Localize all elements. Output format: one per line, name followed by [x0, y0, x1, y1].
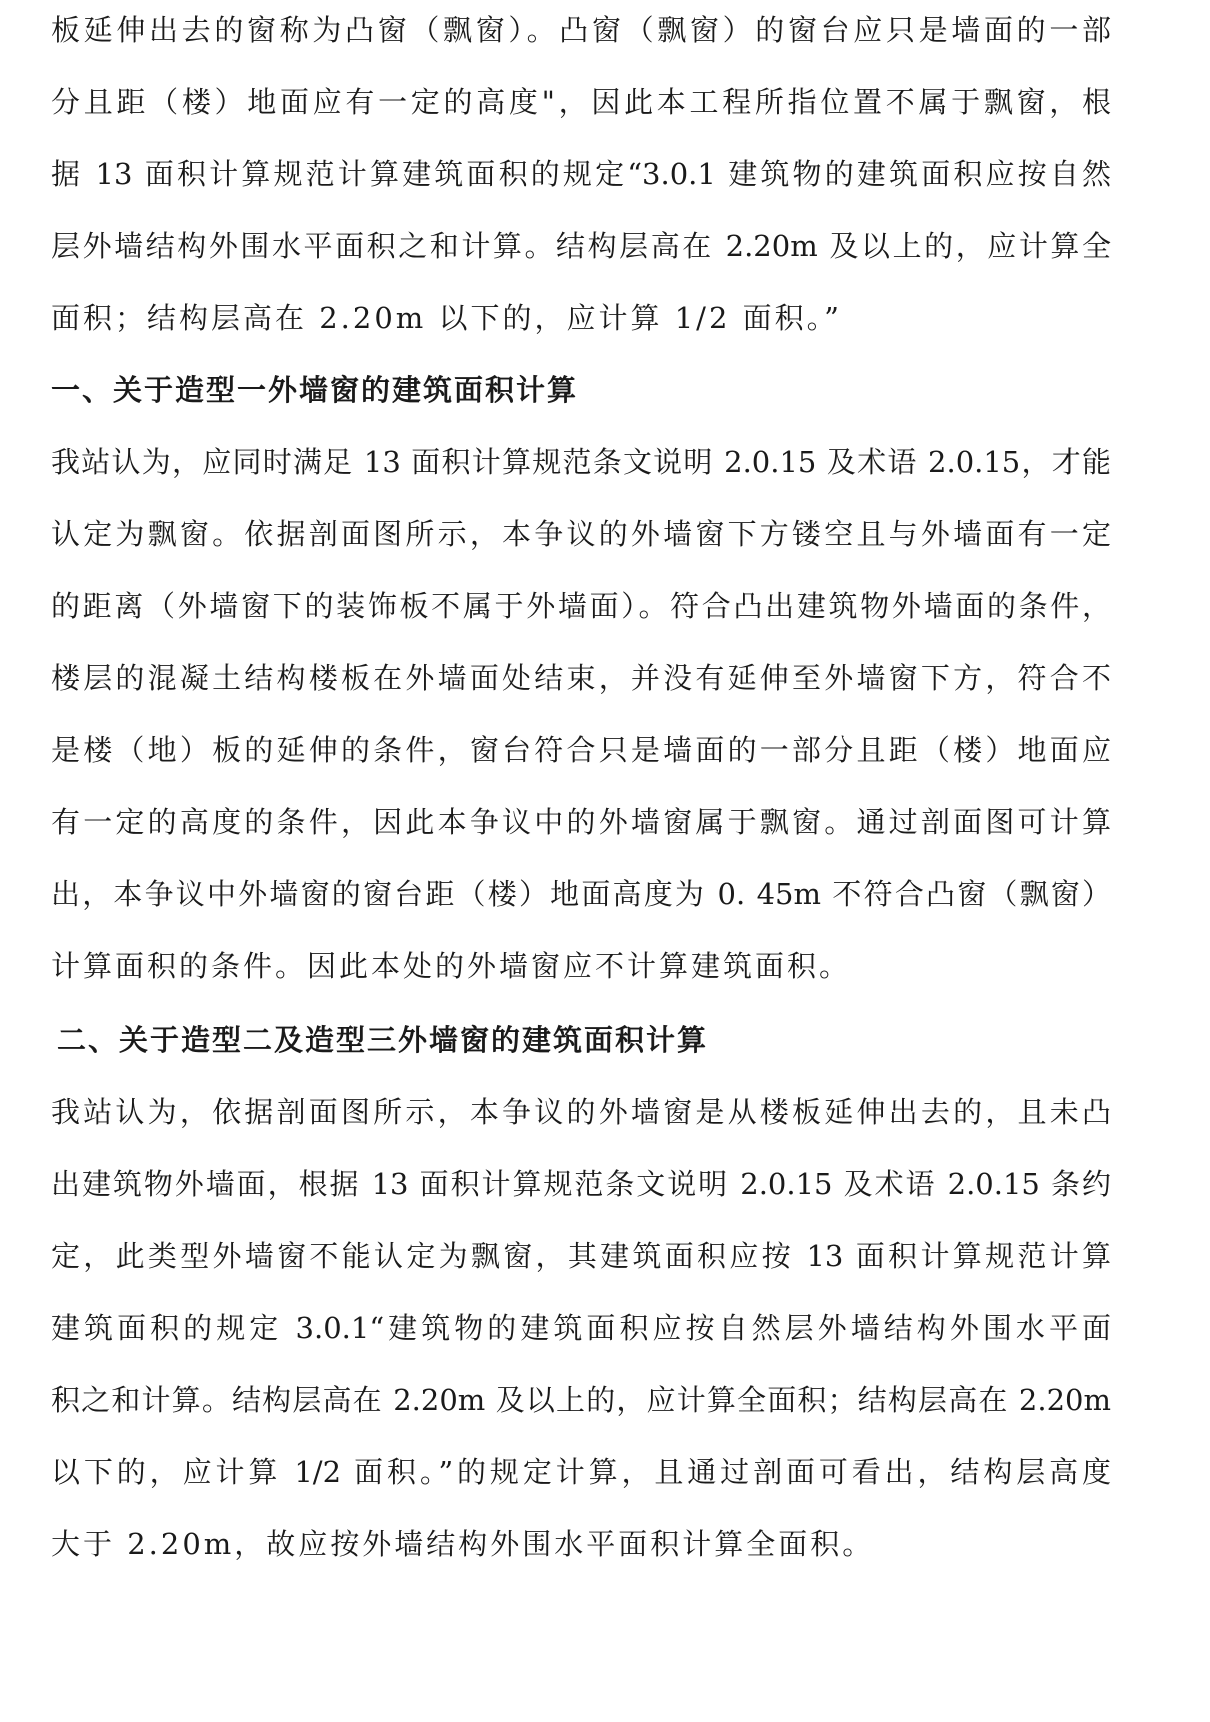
section-heading-1: 一、关于造型一外墙窗的建筑面积计算: [51, 373, 579, 407]
paragraph-line: 是楼（地）板的延伸的条件，窗台符合只是墙面的一部分且距（楼）地面应: [51, 733, 1111, 767]
paragraph-line: 的距离（外墙窗下的装饰板不属于外墙面）。符合凸出建筑物外墙面的条件，: [51, 589, 1111, 623]
paragraph-line: 积之和计算。结构层高在 2.20m 及以上的，应计算全面积；结构层高在 2.20m: [51, 1383, 1111, 1417]
paragraph-line: 层外墙结构外围水平面积之和计算。结构层高在 2.20m 及以上的，应计算全: [51, 229, 1111, 263]
paragraph-line: 定，此类型外墙窗不能认定为飘窗，其建筑面积应按 13 面积计算规范计算: [51, 1239, 1111, 1273]
paragraph-line: 认定为飘窗。依据剖面图所示，本争议的外墙窗下方镂空且与外墙面有一定: [51, 517, 1111, 551]
section-heading-2: 二、关于造型二及造型三外墙窗的建筑面积计算: [57, 1023, 709, 1057]
paragraph-line: 分且距（楼）地面应有一定的高度"，因此本工程所指位置不属于飘窗，根: [51, 85, 1111, 119]
paragraph-line: 我站认为，依据剖面图所示，本争议的外墙窗是从楼板延伸出去的，且未凸: [51, 1095, 1111, 1129]
paragraph-line: 计算面积的条件。因此本处的外墙窗应不计算建筑面积。: [51, 949, 852, 983]
paragraph-line: 大于 2.20m，故应按外墙结构外围水平面积计算全面积。: [51, 1527, 875, 1561]
paragraph-line: 出，本争议中外墙窗的窗台距（楼）地面高度为 0. 45m 不符合凸窗（飘窗）: [51, 877, 1111, 911]
paragraph-line: 有一定的高度的条件，因此本争议中的外墙窗属于飘窗。通过剖面图可计算: [51, 805, 1111, 839]
paragraph-line: 以下的，应计算 1/2 面积。”的规定计算，且通过剖面可看出，结构层高度: [51, 1455, 1111, 1489]
paragraph-line: 我站认为，应同时满足 13 面积计算规范条文说明 2.0.15 及术语 2.0.15，才能: [51, 445, 1111, 479]
paragraph-line: 出建筑物外墙面，根据 13 面积计算规范条文说明 2.0.15 及术语 2.0.15 条约: [51, 1167, 1111, 1201]
paragraph-line: 据 13 面积计算规范计算建筑面积的规定“3.0.1 建筑物的建筑面积应按自然: [51, 157, 1111, 191]
paragraph-line: 楼层的混凝土结构楼板在外墙面处结束，并没有延伸至外墙窗下方，符合不: [51, 661, 1111, 695]
paragraph-line: 板延伸出去的窗称为凸窗（飘窗）。凸窗（飘窗）的窗台应只是墙面的一部: [51, 13, 1111, 47]
paragraph-line: 建筑面积的规定 3.0.1“建筑物的建筑面积应按自然层外墙结构外围水平面: [51, 1311, 1111, 1345]
paragraph-line: 面积；结构层高在 2.20m 以下的，应计算 1/2 面积。”: [51, 301, 842, 335]
